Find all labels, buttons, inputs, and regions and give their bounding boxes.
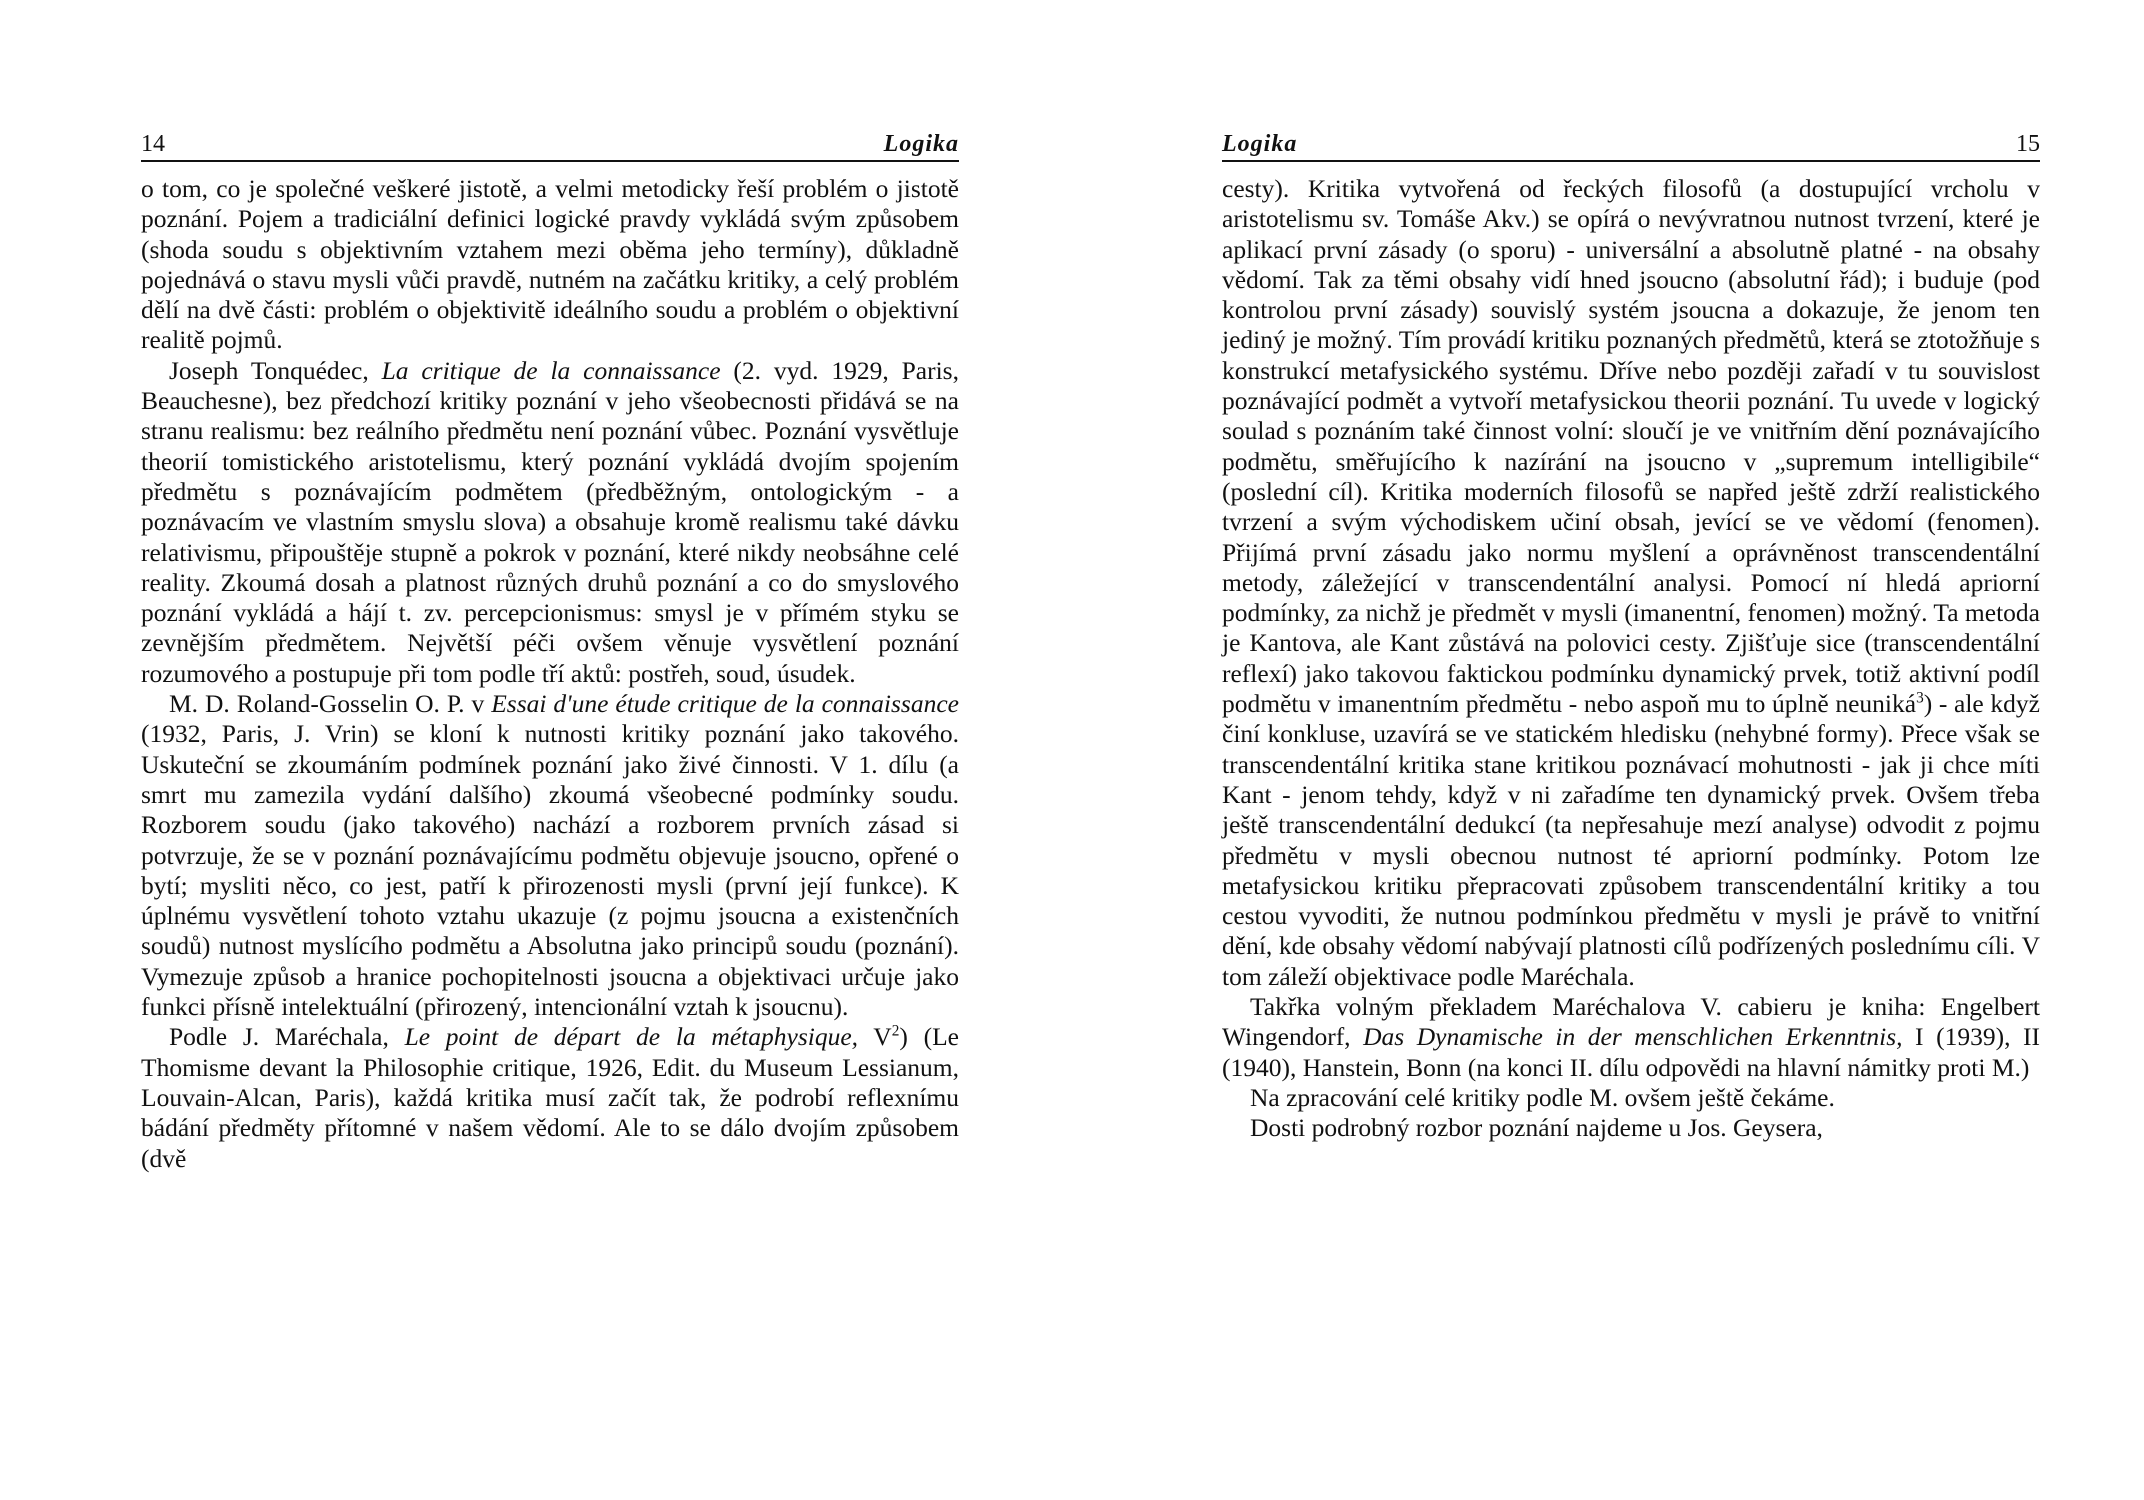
paragraph: Takřka volným překladem Maréchalova V. cabieru je kniha: Engelbert Wingendorf, Das Dynamische in der menschlichen Erkenntnis, I (1939), II (1940), Hanstein, Bonn (na konci II. dílu odpovědi na hlavní námitky proti M.) <box>1222 992 2041 1082</box>
left-running-head: Logika <box>883 131 959 157</box>
right-page <box>1222 128 2040 1144</box>
paragraph: Podle J. Maréchala, Le point de départ de la métaphysique, $V^2$) (Le Thomisme devant la Philosophie critique, 1926, Edit. du Museum Lessianum, Louvain-Alcan, Paris), každá kritika musí začít tak, že podrobí reflexnímu bádání předměty přítomné v našem vědomí. Ale to se dálo dvojím způsobem (dvě <box>141 1022 959 1173</box>
paragraph: Na zpracování celé kritiky podle M. ovšem ještě čekáme. <box>1250 1082 1835 1112</box>
right-page-header <box>1222 128 2040 162</box>
left-page-number: 14 <box>141 131 165 157</box>
paragraph: Dosti podrobný rozbor poznání najdeme u Jos. Geysera, <box>1250 1113 1823 1143</box>
left-page-body <box>141 174 959 1174</box>
right-page-body <box>1222 174 2040 1144</box>
right-running-head: Logika <box>1222 131 1298 157</box>
paragraph: o tom, co je společné veškeré jistotě, a velmi metodicky řeší problém o jistotě poznání. Pojem a tradiciální definici logické pravdy vykládá svým způsobem (shoda soudu s objektivním vztahem mezi oběma jeho termíny), důkladně pojednává o stavu mysli vůči pravdě, nutném na začátku kritiky, a celý problém dělí na dvě části: problém o objektivitě ideálního soudu a problém o objektivní realitě pojmů. <box>141 174 959 355</box>
paragraph: cesty). Kritika vytvořená od řeckých filosofů (a dostupující vrcholu v aristotelismu sv. Tomáše Akv.) se opírá o nevývratnou nutnost tvrzení, které je aplikací první zásady (o sporu) - universální a absolutně platné - na obsahy vědomí. Tak za těmi obsahy vidí hned jsoucno (absolutní řád); i buduje (pod kontrolou první zásady) souvislý systém jsoucna a dokazuje, že jenom ten jediný je možný. Tím provádí kritiku poznaných předmětů, která se ztotožňuje s konstrukcí metafysického systému. Dříve nebo později zařadí v tu souvislost poznávající podmět a vytvoří metafysickou theorii poznání. Tu uvede v logický soulad s poznáním také činnost volní: sloučí je ve vnitřním dění poznávajícího podmětu, směřujícího k nazírání na jsoucno v „supremum intelligibile“ (poslední cíl). Kritika moderních filosofů se napřed ještě zdrží realistického tvrzení a svým východiskem učiní obsah, jevící se ve vědomí (fenomen). Přijímá první zásadu jako normu myšlení a oprávněnost transcendentální metody, záležející v transcendentální analysi. Pomocí ní hledá apriorní podmínky, za nichž je předmět v mysli (imanentní, fenomen) možný. Ta metoda je Kantova, ale Kant zůstává na polovici cesty. Zjišťuje sice (transcendentální reflexí) jako takovou faktickou podmínku dynamický prvek, totiž aktivní podíl podmětu v imanentním předmětu - nebo aspoň mu to úplně neuniká$^3$) - ale když činí konkluse, uzavírá se ve statickém hledisku (nehybné formy). Přece však se transcendentální kritika stane kritikou poznávací mohutnosti - jak ji chce míti Kant - jenom tehdy, když v ni zařadíme ten dynamický prvek. Ovšem třeba ještě transcendentální dedukcí (ta nepřesahuje mezí analyse) odvodit z pojmu předmětu v mysli obecnou nutnost té apriorní podmínky. Potom lze metafysickou kritiku přepracovati způsobem transcendentální kritiky a tou cestou vyvoditi, že nutnou podmínkou předmětu v mysli je právě to vnitřní dění, kde obsahy vědomí nabývají platnosti cílů podřízených poslednímu cíli. V tom záleží objektivace podle Maréchala. <box>1222 174 2040 991</box>
footnote-marker: 2 <box>891 1022 900 1040</box>
paragraph: Joseph Tonquédec, La critique de la connaissance (2. vyd. 1929, Paris, Beauchesne), bez předchozí kritiky poznání v jeho všeobecnosti přidává se na stranu realismu: bez reálního předmětu není poznání vůbec. Poznání vysvětluje theorií tomistického aristotelismu, který poznání vykládá dvojím spojením předmětu s poznávajícím podmětem (předběžným, ontologickým - a poznávacím ve vlastním smyslu slova) a obsahuje kromě realismu také dávku relativismu, připouštěje stupně a pokrok v poznání, které nikdy neobsáhne celé reality. Zkoumá dosah a platnost různých druhů poznání a co do smyslového poznání vykládá a hájí t. zv. percepcionismus: smysl je v přímém styku se zevnějším předmětem. Největší péči ovšem věnuje vysvětlení poznání rozumového a postupuje při tom podle tří aktů: postřeh, soud, úsudek. <box>141 355 959 688</box>
left-page-header <box>141 128 959 162</box>
right-page-number: 15 <box>2016 131 2040 157</box>
left-page <box>141 128 959 1174</box>
paragraph: M. D. Roland-Gosselin O. P. v Essai d'une étude critique de la connaissance (1932, Paris, J. Vrin) se kloní k nutnosti kritiky poznání jako takového. Uskuteční se zkoumáním podmínek poznání jako živé činnosti. V 1. dílu (a smrt mu zamezila vydání dalšího) zkoumá všeobecné podmínky soudu. Rozborem soudu (jako takového) nachází a rozborem prvních zásad si potvrzuje, že se v poznání poznávajícímu podmětu objevuje jsoucno, opřené o bytí; mysliti něco, co jest, patří k přirozenosti mysli (první její funkce). K úplnému vysvětlení tohoto vztahu ukazuje (z pojmu jsoucna a existenčních soudů) nutnost myslícího podmětu a Absolutna jako principů soudu (poznání). Vymezuje způsob a hranice pochopitelnosti jsoucna a objektivaci určuje jako funkci přísně intelektuální (přirozený, intencionální vztah k jsoucnu). <box>141 689 959 1022</box>
footnote-marker: 3 <box>1916 689 1924 707</box>
